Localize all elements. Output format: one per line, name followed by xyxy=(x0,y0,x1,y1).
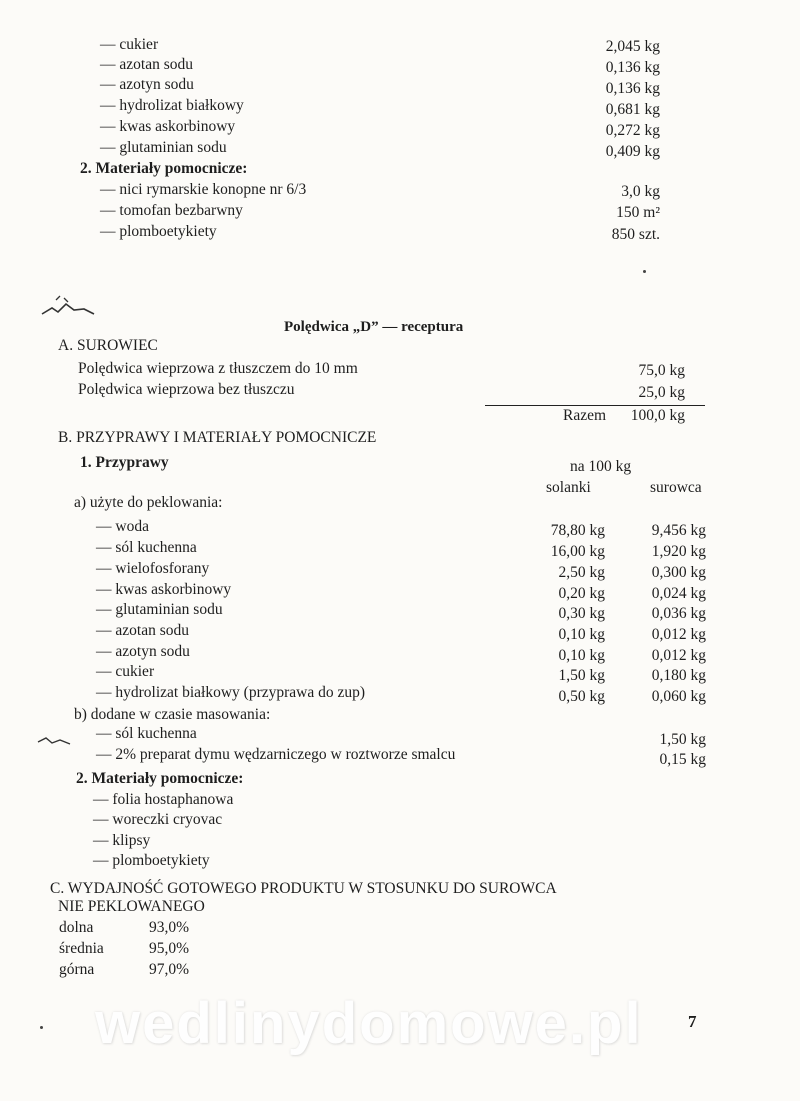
yield-label: średnia xyxy=(59,940,104,957)
raw-material-name: Polędwica wieprzowa z tłuszczem do 10 mm xyxy=(78,360,358,377)
list-item-name: — azotan sodu xyxy=(100,56,193,73)
ingredient-surowca: 0,15 kg xyxy=(659,751,706,768)
yield-label: dolna xyxy=(59,919,94,936)
watermark: wedlinydomowe.pl xyxy=(95,991,643,1056)
list-item-name: — kwas askorbinowy xyxy=(100,118,236,135)
list-item-qty: 2,045 kg xyxy=(605,38,660,55)
section-a-heading: A. SUROWIEC xyxy=(58,337,158,354)
list-item-qty: 3,0 kg xyxy=(621,183,660,200)
ingredient-solanki: 2,50 kg xyxy=(558,564,605,581)
list-item-name: — plomboetykiety xyxy=(100,223,217,240)
aux-material-item: — folia hostaphanowa xyxy=(93,791,234,808)
ingredient-name: — azotyn sodu xyxy=(96,643,190,660)
ingredient-solanki: 0,10 kg xyxy=(558,626,605,643)
ingredient-surowca: 0,012 kg xyxy=(651,626,706,643)
section-c-heading: C. WYDAJNOŚĆ GOTOWEGO PRODUKTU W STOSUNKU DO SUROWCA xyxy=(50,880,557,897)
ingredient-name: — 2% preparat dymu wędzarniczego w roztworze smalcu xyxy=(96,746,456,763)
aux-material-item: — plomboetykiety xyxy=(93,852,210,869)
list-item-name: — glutaminian sodu xyxy=(100,139,227,156)
ingredient-surowca: 0,024 kg xyxy=(651,585,706,602)
ingredient-name: — cukier xyxy=(96,663,155,680)
list-item-qty: 0,136 kg xyxy=(605,59,660,76)
column-group-header: na 100 kg xyxy=(570,458,632,475)
speck-dot xyxy=(643,270,646,273)
recipe-title: Polędwica „D” — receptura xyxy=(284,319,464,335)
ingredient-surowca: 9,456 kg xyxy=(651,522,706,539)
raw-material-qty: 25,0 kg xyxy=(638,384,685,401)
ingredient-solanki: 0,50 kg xyxy=(558,688,605,705)
section-c-heading-line2: NIE PEKLOWANEGO xyxy=(58,898,205,915)
total-rule xyxy=(485,405,705,406)
total-label: Razem xyxy=(563,407,607,424)
ingredient-name: — woda xyxy=(96,518,149,535)
ingredient-name: — azotan sodu xyxy=(96,622,189,639)
aux-material-item: — woreczki cryovac xyxy=(93,811,223,828)
massaging-label: b) dodane w czasie masowania: xyxy=(74,706,271,723)
page-number: 7 xyxy=(688,1012,697,1031)
list-item-qty: 0,272 kg xyxy=(605,122,660,139)
list-item-qty: 0,409 kg xyxy=(605,143,660,160)
list-item-name: — azotyn sodu xyxy=(100,76,194,93)
ingredient-name: — kwas askorbinowy xyxy=(96,581,232,598)
spices-heading: 1. Przyprawy xyxy=(80,454,169,471)
speck-dot xyxy=(40,1026,43,1029)
yield-value: 93,0% xyxy=(149,919,190,936)
ingredient-surowca: 0,300 kg xyxy=(651,564,706,581)
yield-value: 97,0% xyxy=(149,961,190,978)
list-item-name: — hydrolizat białkowy xyxy=(100,97,244,114)
aux-heading: 2. Materiały pomocnicze: xyxy=(80,160,248,177)
ingredient-name: — wielofosforany xyxy=(96,560,210,577)
section-b-heading: B. PRZYPRAWY I MATERIAŁY POMOCNICZE xyxy=(58,429,377,446)
list-item-name: — cukier xyxy=(100,36,159,53)
list-item-qty: 150 m² xyxy=(616,204,660,221)
ingredient-surowca: 0,012 kg xyxy=(651,647,706,664)
ink-smudge-icon xyxy=(36,732,76,750)
ingredient-solanki: 0,20 kg xyxy=(558,585,605,602)
ingredient-solanki: 0,10 kg xyxy=(558,647,605,664)
list-item-qty: 850 szt. xyxy=(611,226,660,243)
ingredient-surowca: 1,920 kg xyxy=(651,543,706,560)
ingredient-surowca: 0,036 kg xyxy=(651,605,706,622)
raw-material-qty: 75,0 kg xyxy=(638,362,685,379)
aux-material-item: — klipsy xyxy=(93,832,151,849)
total-value: 100,0 kg xyxy=(630,407,685,424)
ingredient-name: — hydrolizat białkowy (przyprawa do zup) xyxy=(96,684,366,701)
aux-materials-heading: 2. Materiały pomocnicze: xyxy=(76,770,244,787)
ingredient-surowca: 0,180 kg xyxy=(651,667,706,684)
ingredient-solanki: 0,30 kg xyxy=(558,605,605,622)
ink-smudge-icon xyxy=(38,292,98,322)
ingredient-solanki: 1,50 kg xyxy=(558,667,605,684)
yield-value: 95,0% xyxy=(149,940,190,957)
yield-label: górna xyxy=(59,961,95,978)
list-item-qty: 0,681 kg xyxy=(605,101,660,118)
ingredient-solanki: 16,00 kg xyxy=(550,543,605,560)
curing-label: a) użyte do peklowania: xyxy=(74,494,223,511)
ingredient-name: — sól kuchenna xyxy=(96,725,197,742)
list-item-qty: 0,136 kg xyxy=(605,80,660,97)
column-header-solanki: solanki xyxy=(546,479,591,496)
ingredient-solanki: 78,80 kg xyxy=(550,522,605,539)
ingredient-surowca: 0,060 kg xyxy=(651,688,706,705)
list-item-name: — tomofan bezbarwny xyxy=(100,202,243,219)
raw-material-name: Polędwica wieprzowa bez tłuszczu xyxy=(78,381,295,398)
ingredient-name: — glutaminian sodu xyxy=(96,601,223,618)
list-item-name: — nici rymarskie konopne nr 6/3 xyxy=(100,181,307,198)
ingredient-name: — sól kuchenna xyxy=(96,539,197,556)
column-header-surowca: surowca xyxy=(650,479,702,496)
ingredient-surowca: 1,50 kg xyxy=(659,731,706,748)
